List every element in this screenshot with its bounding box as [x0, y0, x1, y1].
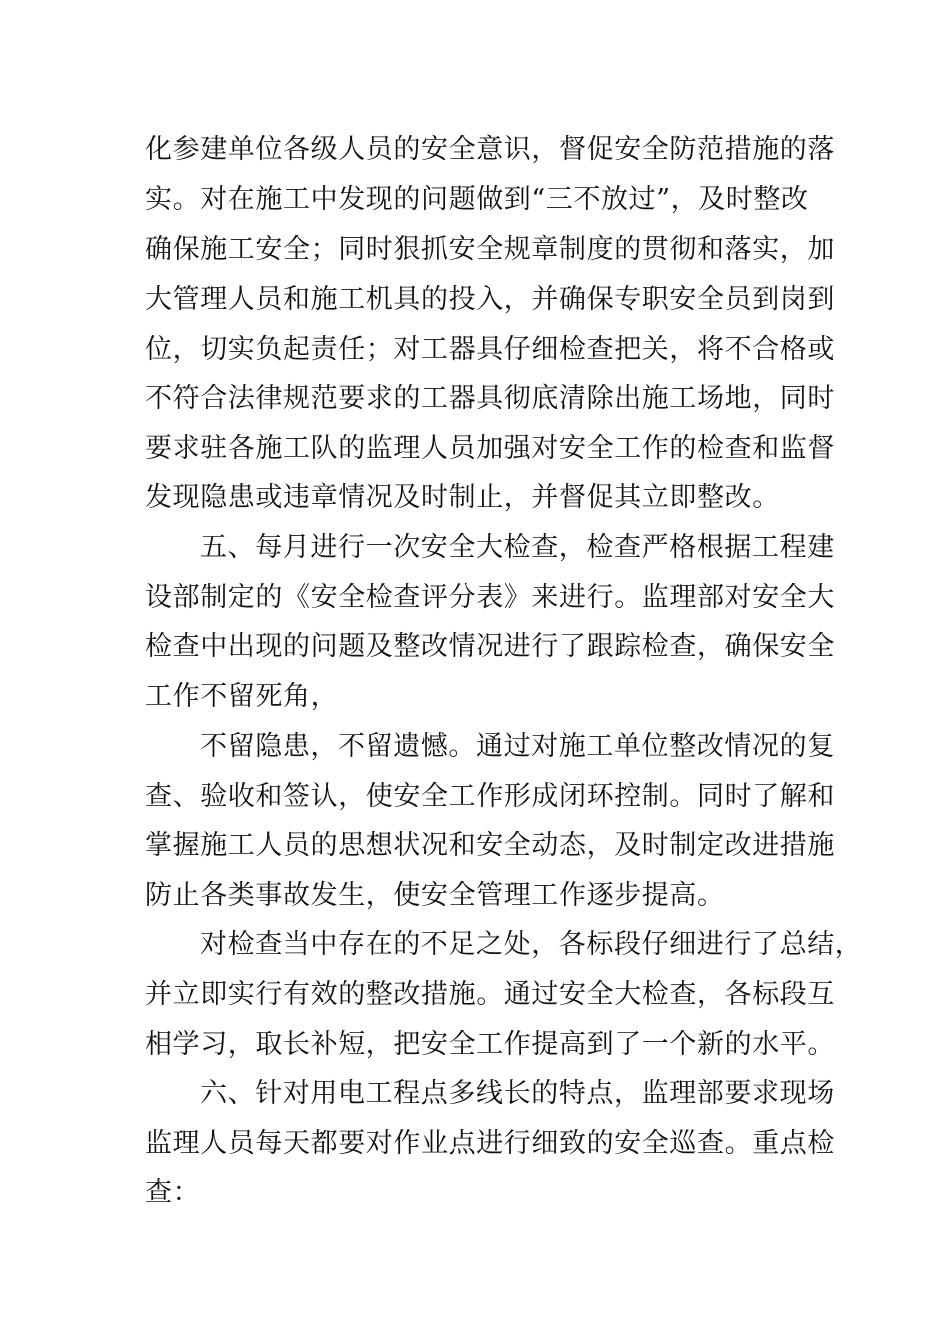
paragraph-first-line: 不留隐患，不留遗憾。通过对施工单位整改情况的复	[200, 731, 835, 762]
text-line: 发现隐患或违章情况及时制止，并督促其立即整改。	[145, 482, 780, 513]
paragraph-first-line: 五、每月进行一次安全大检查，检查严格根据工程建	[200, 532, 835, 563]
text-line: 设部制定的《安全检查评分表》来进行。监理部对安全大	[145, 582, 835, 613]
text-line: 并立即实行有效的整改措施。通过安全大检查，各标段互	[145, 979, 835, 1010]
text-line: 监理人员每天都要对作业点进行细致的安全巡查。重点检	[145, 1128, 835, 1159]
text-line: 要求驻各施工队的监理人员加强对安全工作的检查和监督	[145, 433, 835, 464]
text-line: 大管理人员和施工机具的投入，并确保专职安全员到岗到	[145, 284, 835, 315]
text-line: 化参建单位各级人员的安全意识，督促安全防范措施的落	[145, 134, 835, 165]
text-line: 位，切实负起责任；对工器具仔细检查把关，将不合格或	[145, 334, 835, 365]
paragraph-first-line: 对检查当中存在的不足之处，各标段仔细进行了总结，	[200, 929, 863, 960]
text-line: 检查中出现的问题及整改情况进行了跟踪检查，确保安全	[145, 631, 835, 662]
text-line: 工作不留死角，	[145, 681, 339, 712]
text-line: 实。对在施工中发现的问题做到“三不放过”，及时整改	[145, 184, 809, 215]
text-line: 确保施工安全；同时狠抓安全规章制度的贯彻和落实，加	[145, 234, 835, 265]
text-line: 不符合法律规范要求的工器具彻底清除出施工场地，同时	[145, 383, 835, 414]
text-line: 查：	[145, 1177, 201, 1208]
paragraph-first-line: 六、针对用电工程点多线长的特点，监理部要求现场	[200, 1078, 835, 1109]
text-line: 查、验收和签认，使安全工作形成闭环控制。同时了解和	[145, 781, 835, 812]
text-line: 掌握施工人员的思想状况和安全动态，及时制定改进措施	[145, 830, 835, 861]
text-line: 相学习，取长补短，把安全工作提高到了一个新的水平。	[145, 1029, 835, 1060]
text-line: 防止各类事故发生，使安全管理工作逐步提高。	[145, 880, 725, 911]
